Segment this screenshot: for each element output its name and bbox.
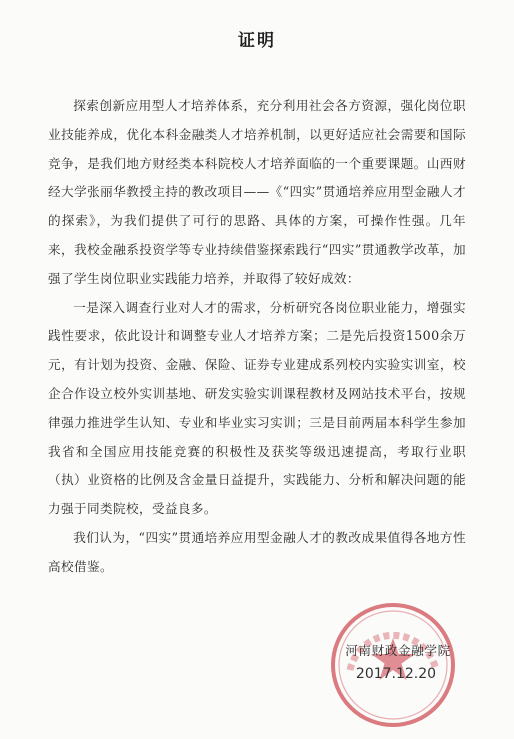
signature-date: 2017.12.20: [355, 666, 437, 682]
document-title: 证明: [238, 31, 276, 51]
paragraph-2: 一是深入调查行业对人才的需求，分析研究各岗位职业能力，增强实践性要求，依此设计和调整专业人才培养方案；二是先后投资1500余万元，有计划为投资、金融、保险、证券专业建成系列校内实验实训室，校企合作设立校外实训基地、研发实验实训课程教材及网站技术平台，按规律强力推进学生认知、专业和毕业实习实训；三是目前两届本科学生参加我省和全国应用技能竞赛的积极性及获奖等级迅速提高，考取行业职（执）业资格的比例及含金量日益提升，实践能力、分析和解决问题的能力强于同类院校，受益良多。: [48, 299, 466, 517]
document-body: [48, 92, 466, 582]
paragraph-1: 探索创新应用型人才培养体系，充分利用社会各方资源，强化岗位职业技能养成，优化本科金融类人才培养机制，以更好适应社会需要和国际竞争，是我们地方财经类本科院校人才培养面临的一个重要课题。山西财经大学张丽华教授主持的教改项目——《“四实”贯通培养应用型金融人才的探索》，为我们提供了可行的思路、具体的方案，可操作性强。几年来，我校金融系投资学等专业持续借鉴探索践行“四实”贯通教学改革，加强了学生岗位职业实践能力培养，并取得了较好成效：: [48, 98, 466, 286]
official-seal-icon: [328, 600, 458, 730]
signature-institution: 河南财政金融学院: [345, 643, 451, 658]
paragraph-3: 我们认为，“四实”贯通培养应用型金融人才的教改成果值得各地方性高校借鉴。: [48, 529, 466, 574]
